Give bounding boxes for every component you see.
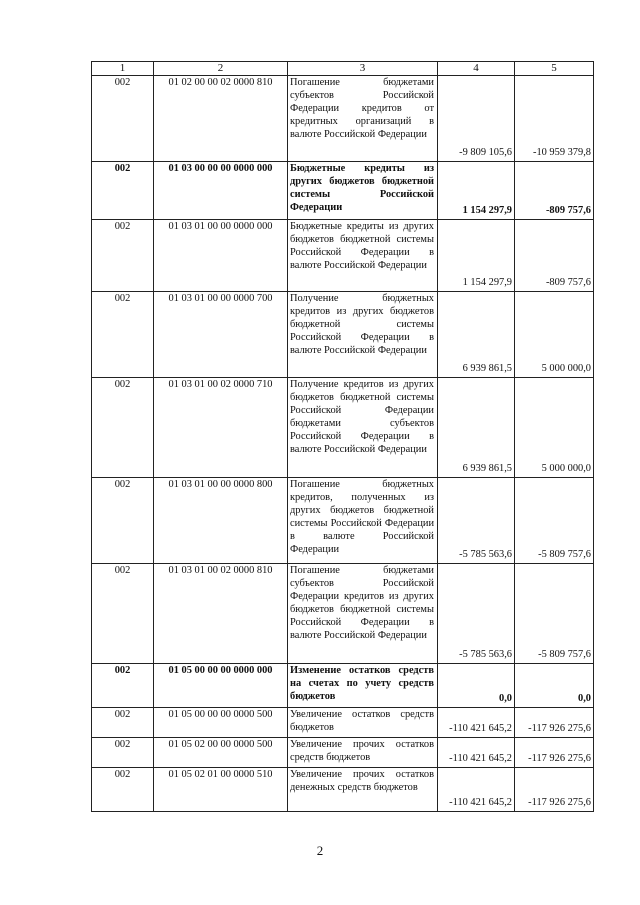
- amount-cell-col5: -5 809 757,6: [515, 478, 594, 564]
- description-cell: Бюджетные кредиты из других бюджетов бюджетной системы Российской Федерации в валюте Российской Федерации: [288, 220, 438, 292]
- amount-cell-col4: -110 421 645,2: [438, 738, 515, 768]
- column-header-2: 2: [154, 62, 288, 76]
- chapter-code-cell: 002: [92, 664, 154, 708]
- column-header-4: 4: [438, 62, 515, 76]
- amount-cell-col5: -117 926 275,6: [515, 738, 594, 768]
- amount-cell-col4: 1 154 297,9: [438, 162, 515, 220]
- budget-code-cell: 01 03 01 00 00 0000 000: [154, 220, 288, 292]
- description-cell: Погашение бюджетами субъектов Российской Федерации кредитов из других бюджетов бюджетной системы Российской Федерации в валюте Российской Федерации: [288, 564, 438, 664]
- column-header-1: 1: [92, 62, 154, 76]
- amount-cell-col5: -809 757,6: [515, 162, 594, 220]
- description-cell: Погашение бюджетных кредитов, полученных из других бюджетов бюджетной системы Российской Федерации в валюте Российской Федерации: [288, 478, 438, 564]
- budget-code-cell: 01 03 01 00 00 0000 700: [154, 292, 288, 378]
- chapter-code-cell: 002: [92, 478, 154, 564]
- amount-cell-col5: -809 757,6: [515, 220, 594, 292]
- budget-code-cell: 01 05 02 00 00 0000 500: [154, 738, 288, 768]
- table-row: [92, 478, 594, 564]
- chapter-code-cell: 002: [92, 76, 154, 162]
- table-row: [92, 220, 594, 292]
- amount-cell-col4: -5 785 563,6: [438, 478, 515, 564]
- description-cell: Получение бюджетных кредитов из других бюджетов бюджетной системы Российской Федерации в валюте Российской Федерации: [288, 292, 438, 378]
- table-row: [92, 738, 594, 768]
- chapter-code-cell: 002: [92, 220, 154, 292]
- table-row: [92, 162, 594, 220]
- budget-code-cell: 01 03 01 00 02 0000 810: [154, 564, 288, 664]
- amount-cell-col5: -117 926 275,6: [515, 768, 594, 812]
- table-row: [92, 768, 594, 812]
- table-row: [92, 708, 594, 738]
- budget-code-cell: 01 03 00 00 00 0000 000: [154, 162, 288, 220]
- amount-cell-col4: -110 421 645,2: [438, 708, 515, 738]
- budget-code-cell: 01 02 00 00 02 0000 810: [154, 76, 288, 162]
- header-row: [92, 62, 594, 76]
- amount-cell-col4: 1 154 297,9: [438, 220, 515, 292]
- amount-cell-col5: -117 926 275,6: [515, 708, 594, 738]
- amount-cell-col5: 0,0: [515, 664, 594, 708]
- description-cell: Увеличение остатков средств бюджетов: [288, 708, 438, 738]
- chapter-code-cell: 002: [92, 738, 154, 768]
- table-body: [92, 76, 594, 812]
- budget-sources-table: [91, 61, 594, 812]
- chapter-code-cell: 002: [92, 708, 154, 738]
- chapter-code-cell: 002: [92, 768, 154, 812]
- amount-cell-col5: 5 000 000,0: [515, 378, 594, 478]
- amount-cell-col4: 6 939 861,5: [438, 378, 515, 478]
- amount-cell-col4: 6 939 861,5: [438, 292, 515, 378]
- column-header-3: 3: [288, 62, 438, 76]
- column-header-5: 5: [515, 62, 594, 76]
- table-row: [92, 378, 594, 478]
- amount-cell-col5: 5 000 000,0: [515, 292, 594, 378]
- chapter-code-cell: 002: [92, 162, 154, 220]
- table-row: [92, 564, 594, 664]
- chapter-code-cell: 002: [92, 292, 154, 378]
- description-cell: Увеличение прочих остатков денежных средств бюджетов: [288, 768, 438, 812]
- amount-cell-col4: -110 421 645,2: [438, 768, 515, 812]
- table-row: [92, 664, 594, 708]
- table-row: [92, 292, 594, 378]
- amount-cell-col4: -9 809 105,6: [438, 76, 515, 162]
- budget-code-cell: 01 05 00 00 00 0000 000: [154, 664, 288, 708]
- budget-code-cell: 01 03 01 00 02 0000 710: [154, 378, 288, 478]
- description-cell: Увеличение прочих остатков средств бюджетов: [288, 738, 438, 768]
- amount-cell-col5: -5 809 757,6: [515, 564, 594, 664]
- chapter-code-cell: 002: [92, 378, 154, 478]
- amount-cell-col5: -10 959 379,8: [515, 76, 594, 162]
- budget-code-cell: 01 03 01 00 00 0000 800: [154, 478, 288, 564]
- budget-code-cell: 01 05 00 00 00 0000 500: [154, 708, 288, 738]
- table-row: [92, 76, 594, 162]
- amount-cell-col4: -5 785 563,6: [438, 564, 515, 664]
- description-cell: Получение кредитов из других бюджетов бюджетной системы Российской Федерации бюджетами субъектов Российской Федерации в валюте Российской Федерации: [288, 378, 438, 478]
- description-cell: Погашение бюджетами субъектов Российской Федерации кредитов от кредитных организаций в валюте Российской Федерации: [288, 76, 438, 162]
- amount-cell-col4: 0,0: [438, 664, 515, 708]
- page-number: 2: [316, 843, 324, 858]
- description-cell: Бюджетные кредиты из других бюджетов бюджетной системы Российской Федерации: [288, 162, 438, 220]
- budget-code-cell: 01 05 02 01 00 0000 510: [154, 768, 288, 812]
- chapter-code-cell: 002: [92, 564, 154, 664]
- description-cell: Изменение остатков средств на счетах по учету средств бюджетов: [288, 664, 438, 708]
